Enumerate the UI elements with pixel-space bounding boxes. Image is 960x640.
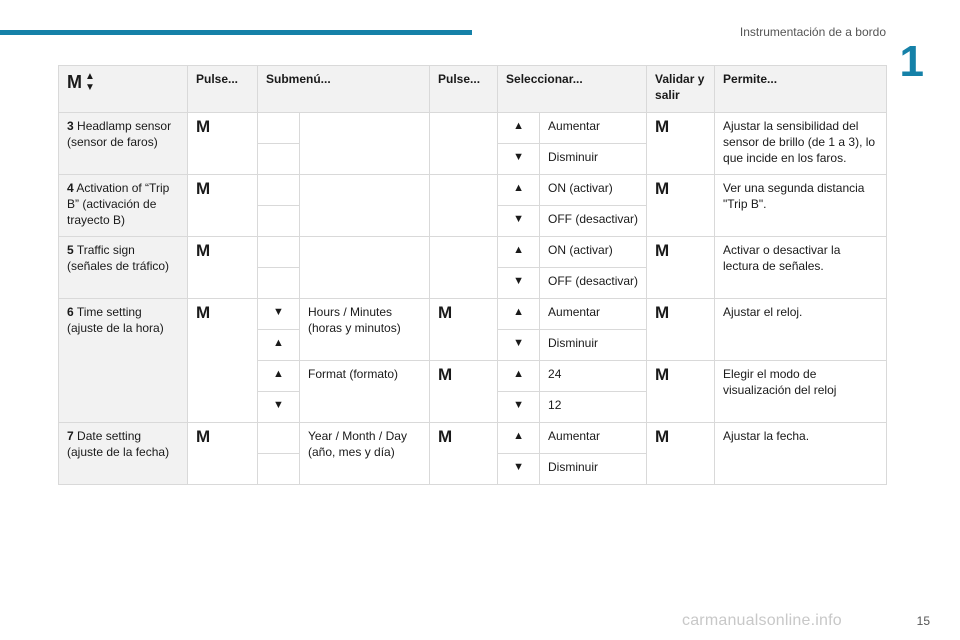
arrow-down-icon: ▼ [513,461,524,473]
table-row [59,113,887,144]
submenu-cell [300,237,430,299]
arrow-down-icon: ▼ [513,213,524,225]
option-label: ON (activar) [540,175,647,206]
table-header-row [59,66,887,113]
arrow-down-icon: ▼ [273,399,284,411]
chapter-number: 1 [899,37,924,86]
m-button-icon: M [196,241,211,260]
arrow-down-icon: ▼ [273,306,284,318]
m-button-icon: M [196,303,211,322]
m-button-icon: M [438,427,453,446]
submenu-cell: Year / Month / Day (año, mes y día) [300,423,430,485]
site-watermark: carmanualsonline.info [682,612,842,629]
m-button-icon: M [655,427,670,446]
option-label: ON (activar) [540,237,647,268]
arrow-down-icon: ▼ [513,399,524,411]
m-button-icon: M [655,241,670,260]
result-text: Activar o desactivar la lectura de señales. [715,237,887,299]
m-button-icon: M [438,365,453,384]
arrow-up-icon: ▲ [513,244,524,256]
col-header-press-2: Pulse... [430,66,498,113]
page-number: 15 [916,614,930,628]
page-header-title: Instrumentación de a bordo [739,25,886,39]
option-label: 24 [540,361,647,392]
table-row [59,423,887,454]
result-text: Ajustar la sensibilidad del sensor de brillo (de 1 a 3), lo que incide en los faros. [715,113,887,175]
result-text: Ajustar el reloj. [715,299,887,361]
menu-item-cell: 4 Activation of “Trip B” (activación de trayecto B) [59,175,188,237]
m-button-icon: M [67,72,82,92]
m-button-icon: M [655,303,670,322]
menu-item-cell: 7 Date setting (ajuste de la fecha) [59,423,188,485]
arrow-down-icon: ▼ [85,82,95,93]
m-button-icon: M [196,179,211,198]
col-header-submenu: Submenú... [258,66,430,113]
option-label: Disminuir [540,144,647,175]
arrow-up-icon: ▲ [273,337,284,349]
result-text: Elegir el modo de visualización del reloj [715,361,887,423]
col-header-allows: Permite... [715,66,887,113]
submenu-cell: Hours / Minutes (horas y minutos) [300,299,430,361]
m-button-icon: M [655,365,670,384]
menu-settings-table [58,65,887,485]
arrow-up-icon: ▲ [513,306,524,318]
m-button-icon: M [196,427,211,446]
submenu-cell [300,175,430,237]
arrow-down-icon: ▼ [513,151,524,163]
option-label: OFF (desactivar) [540,268,647,299]
option-label: 12 [540,392,647,423]
arrow-up-icon: ▲ [513,430,524,442]
col-header-press: Pulse... [188,66,258,113]
header-accent-bar [0,30,472,35]
option-label: Aumentar [540,423,647,454]
option-label: OFF (desactivar) [540,206,647,237]
arrow-down-icon: ▼ [513,337,524,349]
arrow-up-icon: ▲ [513,182,524,194]
submenu-cell [300,113,430,175]
option-label: Aumentar [540,113,647,144]
table-row [59,237,887,268]
arrow-up-icon: ▲ [513,368,524,380]
menu-item-cell: 6 Time setting (ajuste de la hora) [59,299,188,423]
result-text: Ajustar la fecha. [715,423,887,485]
col-header-validate: Validar y salir [647,66,715,113]
table-row [59,299,887,330]
arrow-up-icon: ▲ [85,71,95,82]
arrow-down-icon: ▼ [513,275,524,287]
table-row [59,175,887,206]
menu-item-cell: 5 Traffic sign (señales de tráfico) [59,237,188,299]
m-button-icon: M [655,117,670,136]
option-label: Disminuir [540,330,647,361]
m-button-icon: M [655,179,670,198]
arrow-up-icon: ▲ [273,368,284,380]
option-label: Aumentar [540,299,647,330]
col-header-select: Seleccionar... [498,66,647,113]
arrow-up-icon: ▲ [513,120,524,132]
m-button-icon: M [196,117,211,136]
submenu-cell: Format (formato) [300,361,430,423]
option-label: Disminuir [540,454,647,485]
m-button-icon: M [438,303,453,322]
menu-item-cell: 3 Headlamp sensor (sensor de faros) [59,113,188,175]
result-text: Ver una segunda distancia "Trip B". [715,175,887,237]
header-menu-arrows-icon [59,66,188,113]
